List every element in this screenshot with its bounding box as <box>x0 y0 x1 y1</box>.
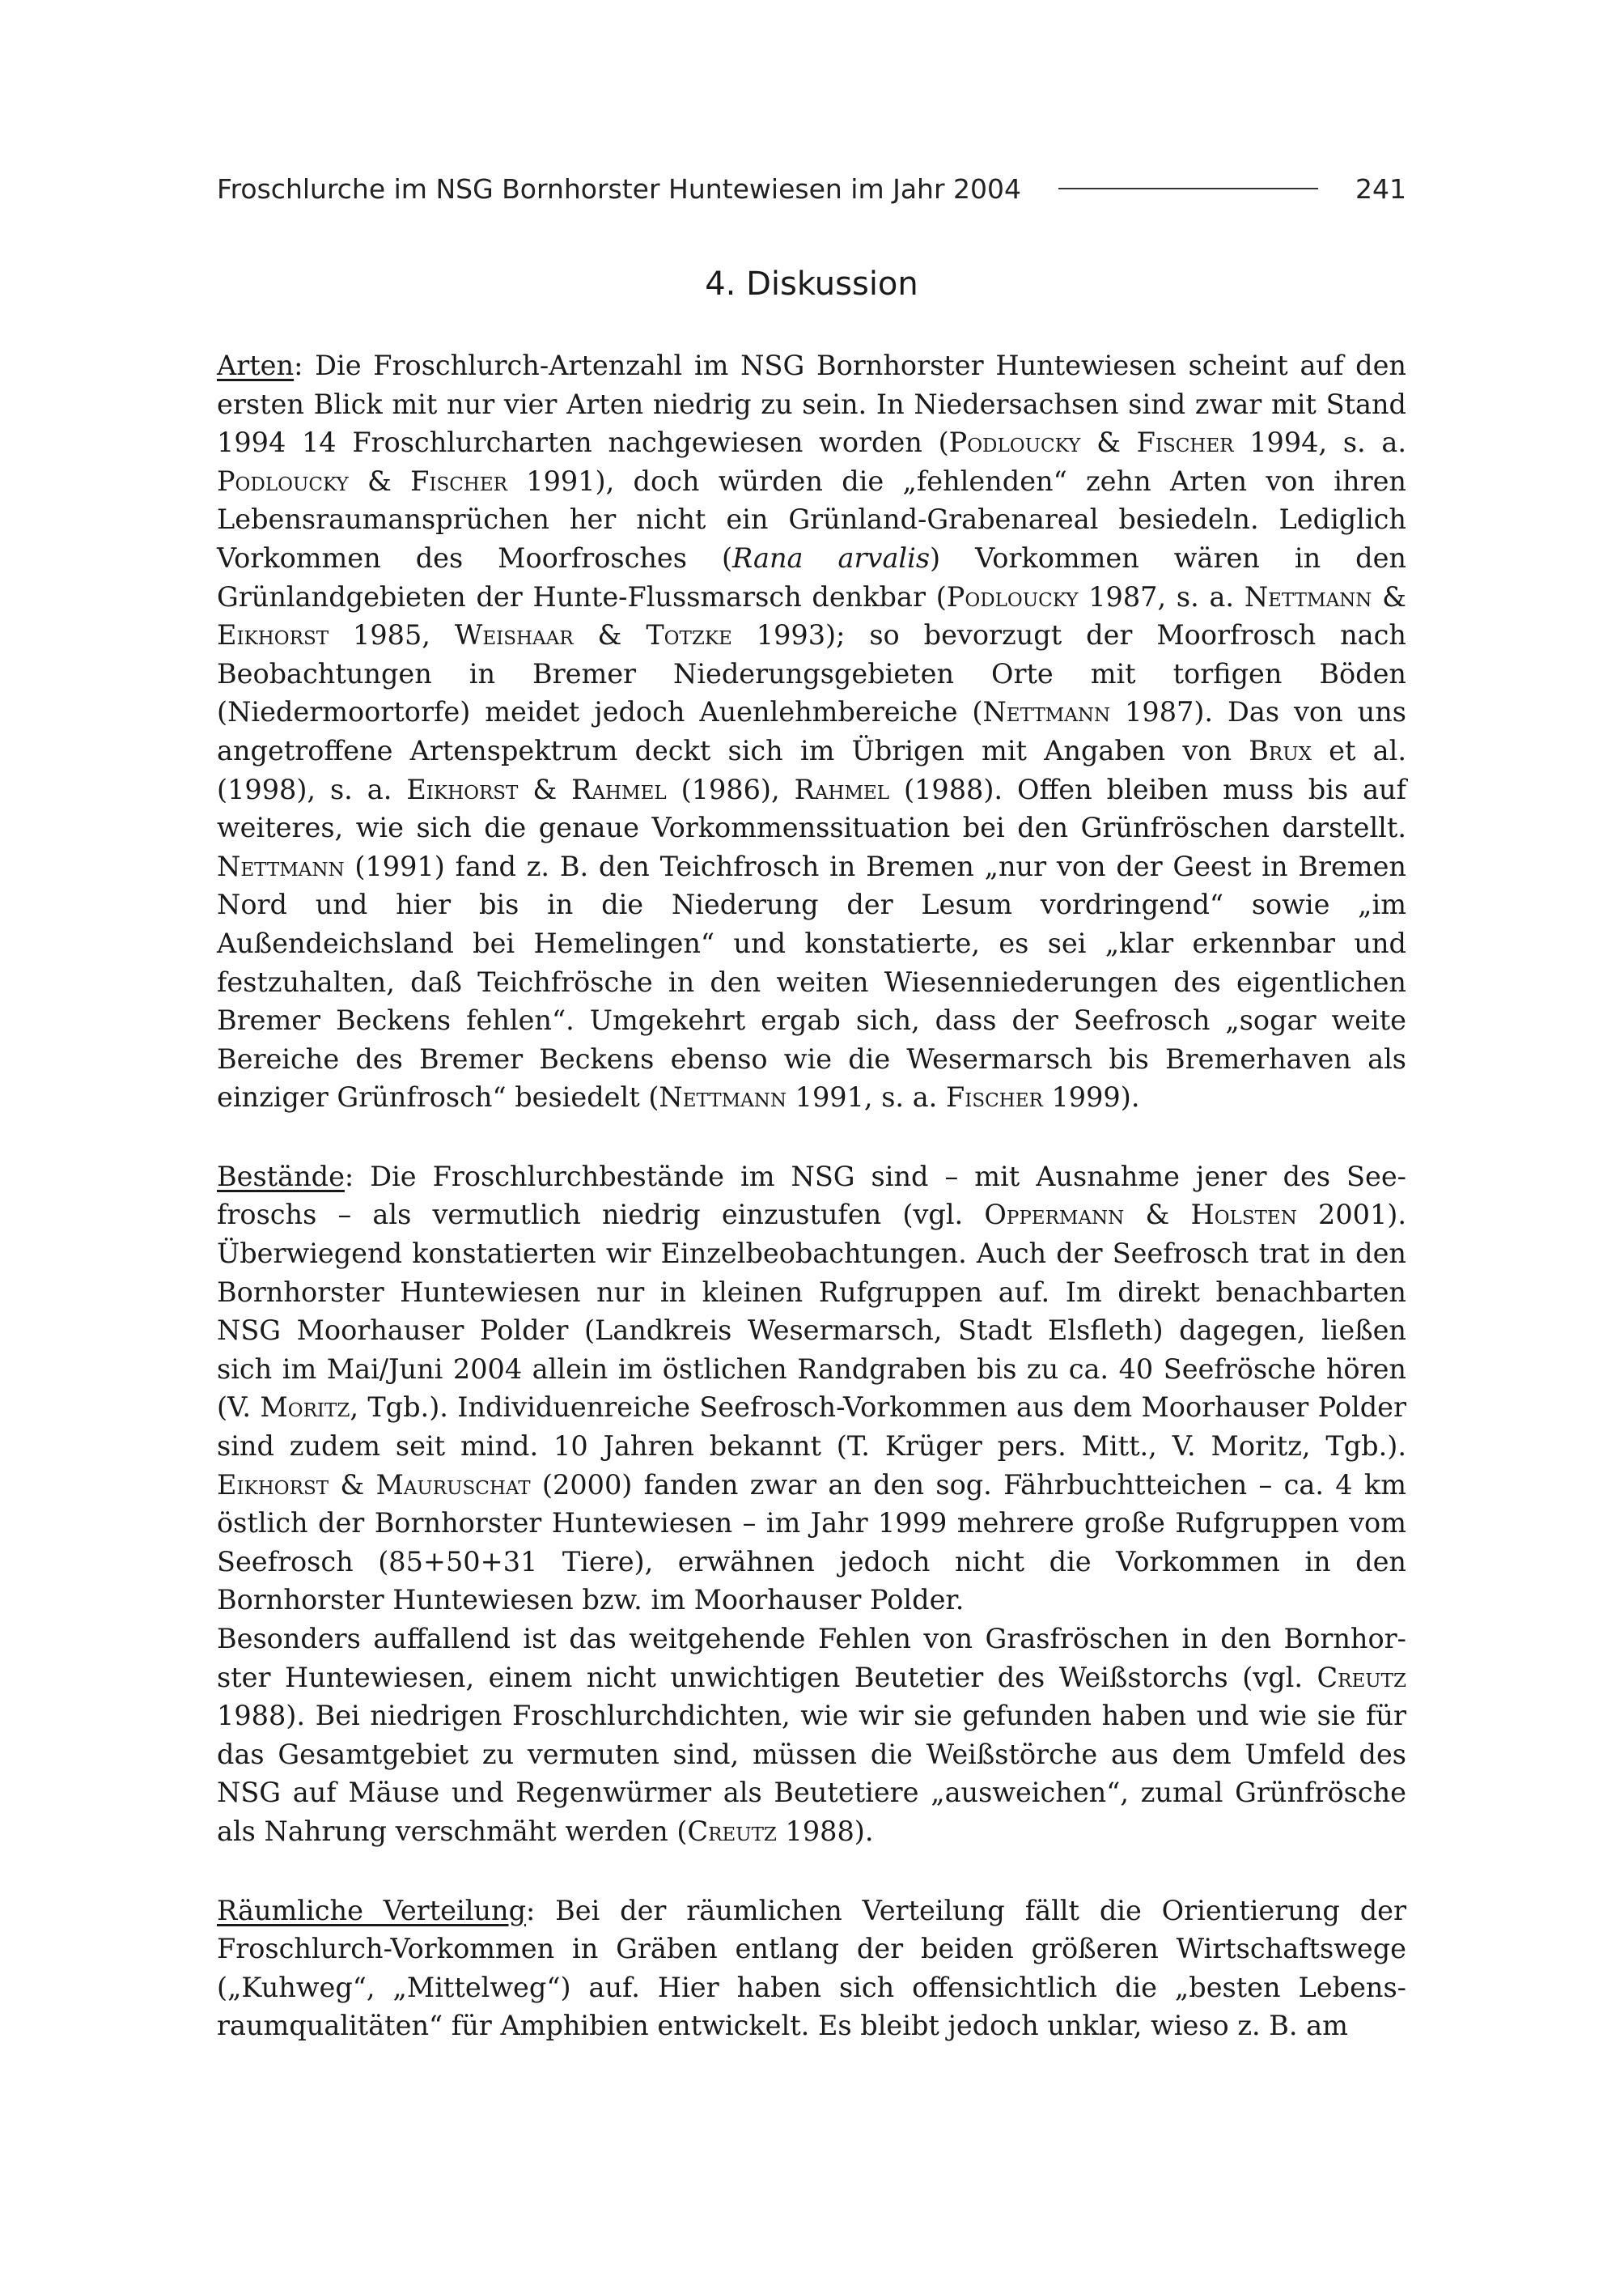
text-run: 1991), doch würden die „fehlenden“ zehn Arten von ihren Lebensraumansprüchen her nicht ein Grünland-Grabenareal besiedeln. Lediglich Vorkommen des Moorfrosches ( <box>217 465 1406 574</box>
author-name: Podloucky <box>217 465 349 497</box>
text-run: & <box>348 465 411 497</box>
author-name: Fischer <box>410 465 507 497</box>
text-run: : Die Froschlurch-Artenzahl im NSG Bornhorster Huntewiesen scheint auf den ersten Blick mit nur vier Arten niedrig zu sein. In Niedersachsen sind zwar mit Stand 1994 14 Froschlurcharten nachgewiesen worden ( <box>217 350 1406 459</box>
author-name: Creutz <box>687 1815 777 1847</box>
paragraph-bestaende <box>217 1157 1406 1620</box>
author-name: Rahmel <box>571 773 667 805</box>
running-header <box>217 166 1406 211</box>
author-name: Eikhorst <box>217 1468 329 1501</box>
author-name: Holsten <box>1190 1199 1297 1231</box>
paragraph-label: Bestände <box>217 1160 345 1192</box>
text-run: 1991, s. a. <box>787 1081 946 1114</box>
text-run: 1988). Bei niedrigen Froschlurchdichten, wie wir sie gefunden haben und wie sie für das Gesamtgebiet zu vermuten sind, müssen die Weißstörche aus dem Umfeld des NSG auf Mäuse und Regenwürmer als Beutetiere „ausweichen“, zumal Grünfrösche als Nahrung verschmäht werden ( <box>217 1700 1406 1847</box>
paragraph-verteilung <box>217 1892 1406 2045</box>
author-name: Nettmann <box>217 850 345 882</box>
text-run: & <box>1372 580 1406 613</box>
text-run: & <box>1124 1199 1191 1231</box>
text-run: : Die Froschlurchbestände im NSG sind – mit Ausnahme jener des Seefroschs – als vermutlich niedrig einzustufen (vgl. <box>217 1160 1406 1231</box>
text-run: (1986), <box>666 773 795 805</box>
author-name: Fischer <box>1136 427 1234 459</box>
paragraph-grasfrosch <box>217 1620 1406 1851</box>
text-run: 2001). Überwiegend konstatierten wir Einzelbeobachtungen. Auch der Seefrosch trat in den Bornhorster Huntewiesen nur in kleinen Rufgruppen auf. Im direkt benachbarten NSG Moorhauser Polder (Landkreis Wesermarsch, Stadt Elsfleth) dagegen, ließen sich im Mai/Juni 2004 allein im östlichen Randgraben bis zu ca. 40 Seefrösche hören (V. <box>217 1199 1406 1424</box>
author-name: Oppermann <box>984 1199 1125 1231</box>
body-text <box>217 346 1406 2045</box>
paragraph-label: Räumliche Verteilung <box>217 1894 527 1926</box>
author-name: Podloucky <box>946 580 1079 613</box>
paragraph-gap <box>217 1117 1406 1157</box>
text-run: 1987). Das von uns angetroffene Artenspektrum deckt sich im Übrigen mit Angaben von <box>217 696 1406 766</box>
author-name: Nettmann <box>982 696 1111 728</box>
species-name: Rana arvalis <box>732 541 931 574</box>
author-name: Weishaar <box>454 619 574 652</box>
author-name: Mauruschat <box>375 1468 531 1501</box>
author-name: Brux <box>1249 734 1312 766</box>
author-name: Moritz <box>260 1391 350 1424</box>
text-run: (1988). Offen bleiben muss bis auf weiteres, wie sich die genaue Vorkommenssituation bei den Grünfröschen darstellt. <box>217 773 1407 844</box>
text-run: Besonders auffallend ist das weitgehende Fehlen von Grasfröschen in den Bornhorster Huntewiesen, einem nicht unwichtigen Beutetier des Weißstorchs (vgl. <box>217 1623 1406 1693</box>
text-run: & <box>1080 427 1137 459</box>
text-run: 1988). <box>776 1815 874 1847</box>
text-run: 1994, s. a. <box>1233 427 1407 459</box>
text-run: , Tgb.). Individuenreiche Seefrosch-Vorkommen aus dem Moorhauser Polder sind zudem seit mind. 10 Jahren bekannt (T. Krüger pers. Mitt., V. Moritz, Tgb.). <box>217 1391 1406 1463</box>
header-rule <box>1058 188 1318 189</box>
author-name: Creutz <box>1317 1661 1406 1693</box>
text-run: & <box>518 773 572 805</box>
text-run: 1985, <box>329 619 455 652</box>
author-name: Eikhorst <box>406 773 519 805</box>
author-name: Fischer <box>945 1081 1043 1114</box>
author-name: Totzke <box>646 619 732 652</box>
text-run: et al. (1998), s. a. <box>217 734 1406 805</box>
text-run: ) Vorkommen wären in den Grünlandgebieten der Hunte-Flussmarsch denkbar ( <box>217 541 1406 613</box>
paragraph-gap <box>217 1851 1406 1892</box>
section-title: 4. Diskussion <box>705 265 918 303</box>
text-run: & <box>329 1468 376 1501</box>
text-run: 1999). <box>1042 1081 1140 1114</box>
running-title: Froschlurche im NSG Bornhorster Huntewiesen im Jahr 2004 <box>217 172 1021 205</box>
text-run: (1991) fand z. B. den Teichfrosch in Bremen „nur von der Geest in Bremen Nord und hier bis in die Niederung der Lesum vordringend“ sowie „im Außendeichsland bei Hemelingen“ und konstatierte, es sei „klar erkennbar und festzuhalten, daß Teichfrösche in den weiten Wiesenniederungen des eigentlichen Bremer Beckens fehlen“. Umgekehrt ergab sich, dass der Seefrosch „sogar weite Bereiche des Bremer Beckens ebenso wie die Wesermarsch bis Bremerhaven als einziger Grünfrosch“ besiedelt ( <box>217 850 1406 1114</box>
author-name: Nettmann <box>1244 580 1372 613</box>
text-run: & <box>573 619 647 652</box>
text-run: (2000) fanden zwar an den sog. Fährbuchtteichen – ca. 4 km östlich der Bornhorster Huntewiesen – im Jahr 1999 mehrere große Rufgruppen vom Seefrosch (85+50+31 Tiere), erwähnen jedoch nicht die Vorkommen in den Bornhorster Huntewiesen bzw. im Moorhauser Polder. <box>217 1468 1406 1616</box>
paragraph-label: Arten <box>217 350 295 381</box>
author-name: Eikhorst <box>217 619 329 652</box>
author-name: Nettmann <box>659 1081 787 1114</box>
author-name: Rahmel <box>794 773 890 805</box>
text-run: : Bei der räumlichen Verteilung fällt die Orientierung der Froschlurch-Vorkommen in Gräben entlang der beiden größeren Wirtschaftswege („Kuhweg“, „Mittelweg“) auf. Hier haben sich offensichtlich die „besten Lebensraumqualitäten“ für Amphibien entwickelt. Es bleibt jedoch unklar, wieso z. B. am <box>217 1894 1406 2042</box>
page-number: 241 <box>1355 172 1406 205</box>
paragraph-arten <box>217 346 1406 1117</box>
text-run: 1987, s. a. <box>1078 580 1245 613</box>
text-run: 1993); so bevorzugt der Moorfrosch nach Beobachtungen in Bremer Niederungsgebieten Orte mit torfigen Böden (Niedermoortorfe) meidet jedoch Auenlehmbereiche ( <box>217 619 1406 728</box>
author-name: Podloucky <box>948 427 1081 459</box>
